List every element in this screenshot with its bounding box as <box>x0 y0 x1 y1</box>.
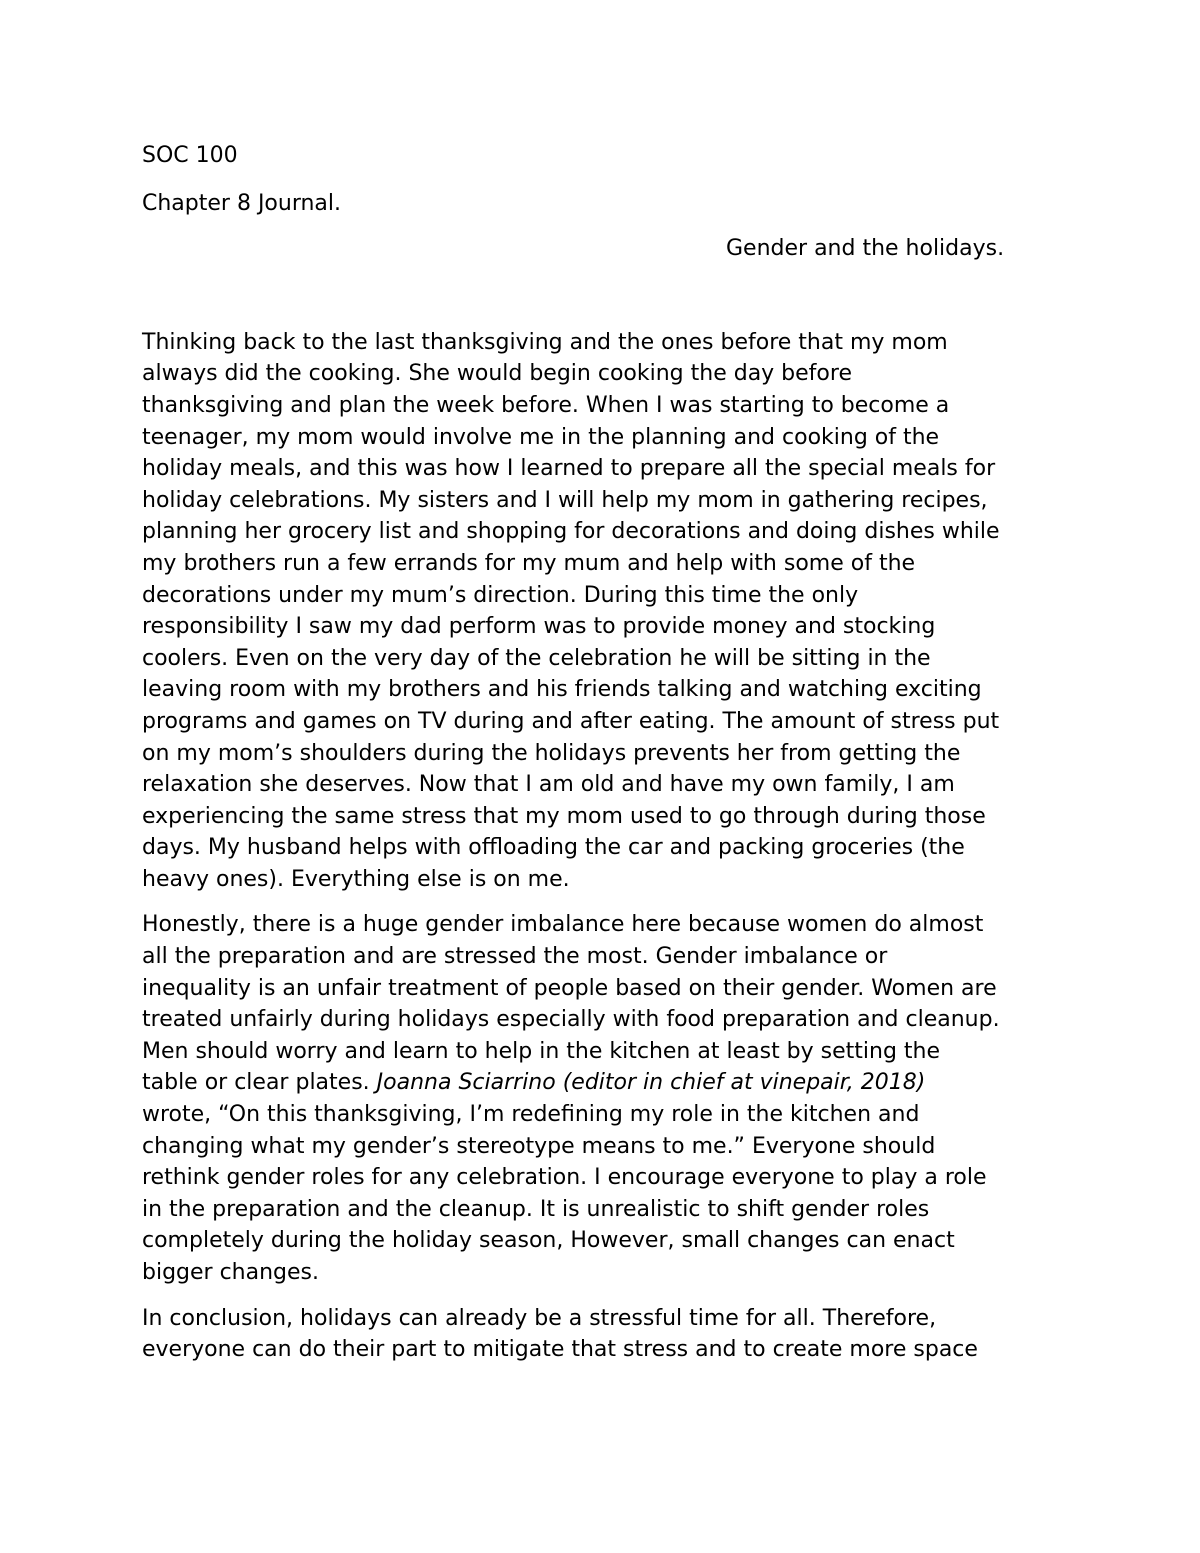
text-line: Men should worry and learn to help in the kitchen at least by setting the <box>142 1038 941 1064</box>
text-line: holiday meals, and this was how I learned to prepare all the special meals for <box>142 456 996 482</box>
citation-line-start: table or clear plates. <box>142 1070 377 1096</box>
text-line: coolers. Even on the very day of the celebration he will be sitting in the <box>142 645 931 671</box>
text-line: wrote, “On this thanksgiving, I’m redefining my role in the kitchen and <box>142 1102 920 1128</box>
text-line: thanksgiving and plan the week before. When I was starting to become a <box>142 392 950 418</box>
text-line: completely during the holiday season, However, small changes can enact <box>142 1228 955 1254</box>
document-title: Gender and the holidays. <box>726 236 1005 262</box>
citation-text: Joanna Sciarrino (editor in chief at vinepair, 2018) <box>376 1070 926 1096</box>
text-line: in the preparation and the cleanup. It is unrealistic to shift gender roles <box>142 1196 930 1222</box>
text-line: planning her grocery list and shopping for decorations and doing dishes while <box>142 519 1000 545</box>
citation-line <box>142 1067 1062 1099</box>
paragraph-2 <box>142 909 1062 1288</box>
text-line: my brothers run a few errands for my mum and help with some of the <box>142 550 916 576</box>
paragraph-1 <box>142 327 1062 896</box>
text-line: all the preparation and are stressed the most. Gender imbalance or <box>142 944 888 970</box>
text-line: always did the cooking. She would begin cooking the day before <box>142 361 852 387</box>
text-line: teenager, my mom would involve me in the planning and cooking of the <box>142 424 940 450</box>
text-line: decorations under my mum’s direction. During this time the only <box>142 582 859 608</box>
text-line: treated unfairly during holidays especially with food preparation and cleanup. <box>142 1007 1000 1033</box>
text-line: Thinking back to the last thanksgiving and the ones before that my mom <box>142 329 948 355</box>
text-line: programs and games on TV during and after eating. The amount of stress put <box>142 708 1000 734</box>
text-line: bigger changes. <box>142 1260 319 1285</box>
text-line: In conclusion, holidays can already be a stressful time for all. Therefore, <box>142 1305 937 1331</box>
paragraph-3 <box>142 1303 1062 1366</box>
text-line: on my mom’s shoulders during the holidays prevents her from getting the <box>142 740 961 766</box>
document-body <box>142 140 1062 1380</box>
text-line: holiday celebrations. My sisters and I will help my mom in gathering recipes, <box>142 487 988 513</box>
course-code: SOC 100 <box>142 143 238 168</box>
text-line: leaving room with my brothers and his friends talking and watching exciting <box>142 677 982 703</box>
text-line: heavy ones). Everything else is on me. <box>142 866 570 892</box>
text-line: inequality is an unfair treatment of people based on their gender. Women are <box>142 975 997 1001</box>
chapter-heading: Chapter 8 Journal. <box>142 190 342 216</box>
text-line: experiencing the same stress that my mom used to go through during those <box>142 803 986 829</box>
text-line: relaxation she deserves. Now that I am old and have my own family, I am <box>142 772 955 798</box>
text-line: everyone can do their part to mitigate that stress and to create more space <box>142 1337 978 1363</box>
text-line: days. My husband helps with offloading the car and packing groceries (the <box>142 835 965 861</box>
text-line: Honestly, there is a huge gender imbalance here because women do almost <box>142 912 984 938</box>
text-line: responsibility I saw my dad perform was to provide money and stocking <box>142 614 936 640</box>
text-line: rethink gender roles for any celebration. I encourage everyone to play a role <box>142 1165 987 1191</box>
text-line: changing what my gender’s stereotype means to me.” Everyone should <box>142 1133 936 1159</box>
